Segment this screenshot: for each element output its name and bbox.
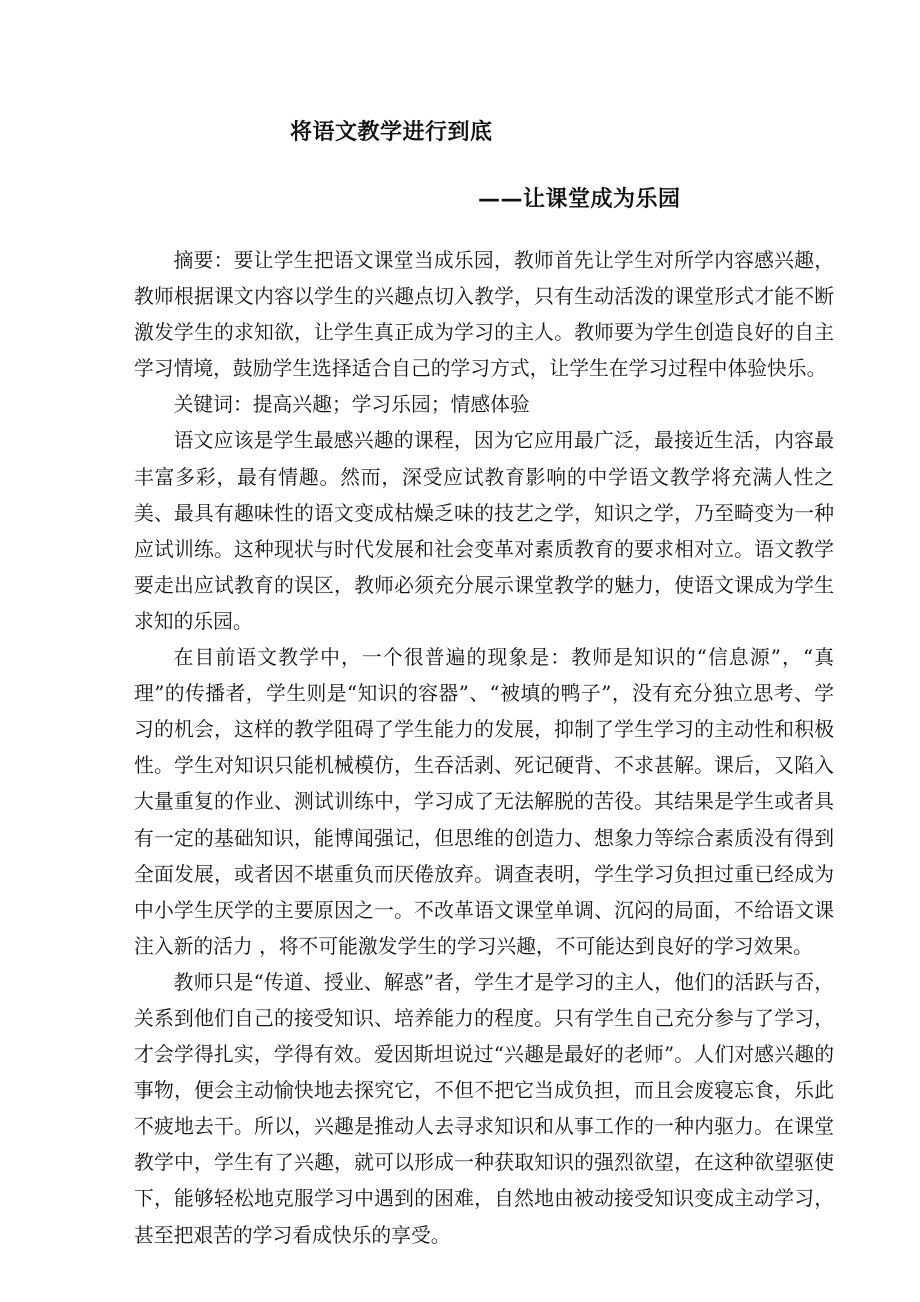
abstract-paragraph: 摘要：要让学生把语文课堂当成乐园，教师首先让学生对所学内容感兴趣，教师根据课文内容以学生的兴趣点切入教学，只有生动活泼的课堂形式才能不断激发学生的求知欲，让学生真正成为学习的主人。教师要为学生创造良好的自主学习情境，鼓励学生选择适合自己的学习方式，让学生在学习过程中体验快乐。 xyxy=(134,249,834,381)
document-body xyxy=(134,243,834,1254)
body-paragraph: 在目前语文教学中，一个很普遍的现象是：教师是知识的“信息源”，“真理”的传播者，学生则是“知识的容器”、“被填的鸭子”，没有充分独立思考、学习的机会，这样的教学阻碍了学生能力的发展，抑制了学生学习的主动性和积极性。学生对知识只能机械模仿，生吞活剥、死记硬背、不求甚解。课后，又陷入大量重复的作业、测试训练中，学习成了无法解脱的苦役。其结果是学生或者具有一定的基础知识，能博闻强记，但思维的创造力、想象力等综合素质没有得到全面发展，或者因不堪重负而厌倦放弃。调查表明，学生学习负担过重已经成为中小学生厌学的主要原因之一。不改革语文课堂单调、沉闷的局面，不给语文课注入新的活力 ，将不可能激发学生的学习兴趣，不可能达到良好的学习效果。 xyxy=(134,646,834,958)
document-title: 将语文教学进行到底 xyxy=(290,120,493,145)
body-paragraph: 语文应该是学生最感兴趣的课程，因为它应用最广泛，最接近生活，内容最丰富多彩，最有情趣。然而，深受应试教育影响的中学语文教学将充满人性之美、最具有趣味性的语文变成枯燥乏味的技艺之学，知识之学，乃至畸变为一种应试训练。这种现状与时代发展和社会变革对素质教育的要求相对立。语文教学要走出应试教育的误区，教师必须充分展示课堂教学的魅力，使语文课成为学生求知的乐园。 xyxy=(134,429,834,633)
document-subtitle: ——让课堂成为乐园 xyxy=(478,187,681,212)
body-paragraph: 教师只是“传道、授业、解惑”者，学生才是学习的主人，他们的活跃与否，关系到他们自己的接受知识、培养能力的程度。只有学生自己充分参与了学习，才会学得扎实，学得有效。爱因斯坦说过“兴趣是最好的老师”。人们对感兴趣的事物，便会主动愉快地去探究它，不但不把它当成负担，而且会废寝忘食，乐此不疲地去干。所以，兴趣是推动人去寻求知识和从事工作的一种内驱力。在课堂教学中，学生有了兴趣，就可以形成一种获取知识的强烈欲望，在这种欲望驱使下，能够轻松地克服学习中遇到的困难，自然地由被动接受知识变成主动学习，甚至把艰苦的学习看成快乐的享受。 xyxy=(134,970,834,1247)
keywords-paragraph: 关键词：提高兴趣；学习乐园；情感体验 xyxy=(173,393,530,417)
